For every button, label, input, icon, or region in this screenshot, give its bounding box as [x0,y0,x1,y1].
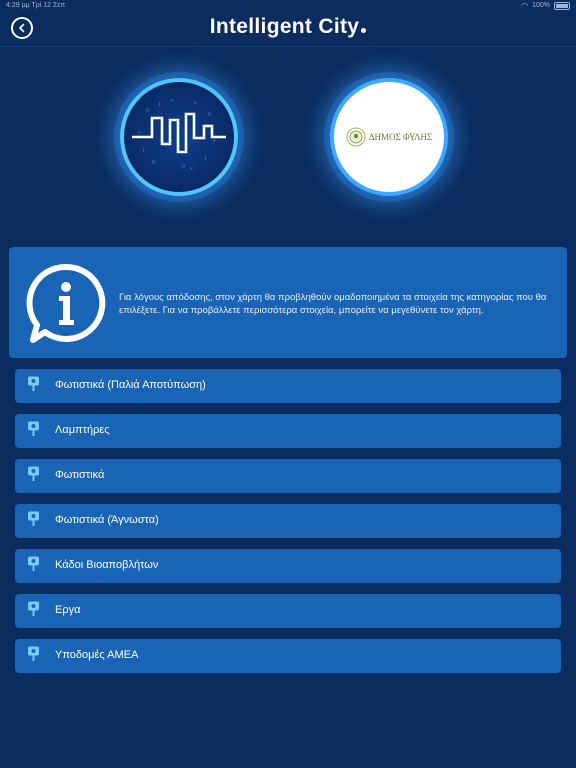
status-right [521,0,570,12]
category-item-lights-old[interactable] [15,369,561,403]
map-pin-icon [27,421,40,436]
circuit-wave-icon [124,82,234,192]
info-panel [9,247,567,358]
map-pin-icon [27,556,40,571]
status-date: Τρί 12 Σεπ [31,2,66,9]
category-label: Φωτιστικά (Παλιά Αποτύπωση) [55,379,206,391]
info-text: Για λόγους απόδοσης, στον χάρτη θα προβληθούν ομαδοποιημένα τα στοιχεία της κατηγορίας που θα επιλέξετε. Για να προβάλλετε περισσότερα στοιχεία, μπορείτε να μεγεθύνετε τον χάρτη. [119,292,547,316]
svg-text:0: 0 [146,108,150,114]
battery-percent: 100% [532,2,550,9]
status-left [6,0,65,12]
map-pin-icon [27,646,40,661]
category-item-lights-unknown[interactable] [15,504,561,538]
map-pin-icon [27,511,40,526]
category-item-lights[interactable] [15,459,561,493]
category-item-lamps[interactable] [15,414,561,448]
svg-text:1: 1 [158,102,162,108]
status-time: 4:29 μμ [6,2,30,9]
battery-icon [554,2,570,10]
map-pin-icon [27,601,40,616]
info-bubble-icon [25,262,107,344]
municipality-name: ΔΗΜΟΣ ΦΥΛΗΣ [368,132,433,142]
category-item-accessibility[interactable] [15,639,561,673]
category-item-works[interactable] [15,594,561,628]
svg-text:1: 1 [204,156,208,162]
svg-text:+: + [212,138,217,144]
category-label: Κάδοι Βιοαποβλήτων [55,559,159,571]
header [0,12,576,47]
category-label: Εργα [55,604,81,616]
category-label: Υποδομές ΑΜΕΑ [55,649,139,661]
intelligent-city-logo [120,78,238,196]
category-list [15,369,561,684]
page-title-text: Intelligent City [209,15,360,38]
category-label: Φωτιστικά (Άγνωστα) [55,514,159,526]
map-pin-icon [27,466,40,481]
svg-text:x: x [190,166,193,172]
status-bar [0,0,576,12]
wifi-icon: ◠ [521,1,529,10]
category-label: Λαμπτήρες [55,424,110,436]
category-label: Φωτιστικά [55,469,105,481]
title-dot [361,28,366,33]
map-pin-icon [27,376,40,391]
svg-text:0: 0 [182,164,186,170]
category-item-biowaste-bins[interactable] [15,549,561,583]
municipality-emblem-icon [346,127,366,147]
svg-text:x: x [194,100,197,106]
page-title [0,15,576,39]
svg-text:0: 0 [208,112,212,118]
municipality-logo [330,78,448,196]
svg-text:x: x [138,130,141,136]
svg-text:1: 1 [142,148,146,154]
svg-text:0: 0 [152,160,156,166]
svg-text:+: + [170,98,175,104]
